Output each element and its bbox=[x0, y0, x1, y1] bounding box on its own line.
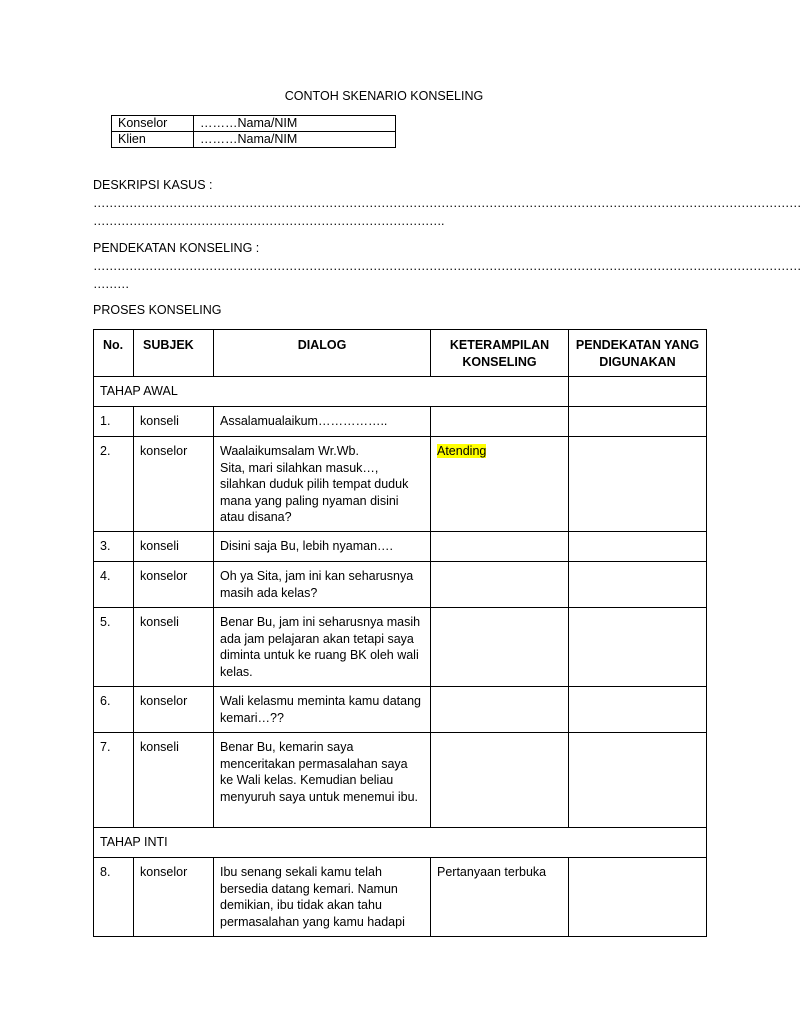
table-row bbox=[94, 608, 707, 687]
cell-pendekatan bbox=[569, 733, 707, 828]
cell-no: 3. bbox=[94, 532, 134, 562]
info-label: Konselor bbox=[112, 116, 194, 132]
column-header-subjek: SUBJEK bbox=[134, 330, 214, 377]
table-row bbox=[94, 562, 707, 608]
section-row-tahap-inti bbox=[94, 828, 707, 858]
cell-keterampilan bbox=[431, 687, 569, 733]
cell-dialog: Wali kelasmu meminta kamu datang kemari…?? bbox=[214, 687, 431, 733]
cell-no: 6. bbox=[94, 687, 134, 733]
table-row bbox=[94, 687, 707, 733]
cell-pendekatan bbox=[569, 562, 707, 608]
section-empty-cell bbox=[569, 377, 707, 407]
cell-subjek: konseli bbox=[134, 608, 214, 687]
cell-dialog: Ibu senang sekali kamu telah bersedia datang kemari. Namun demikian, ibu tidak akan tahu permasalahan yang kamu hadapi bbox=[214, 858, 431, 937]
proses-konseling-label: PROSES KONSELING bbox=[93, 303, 222, 317]
cell-keterampilan bbox=[431, 437, 569, 532]
cell-dialog: Benar Bu, kemarin saya menceritakan permasalahan saya ke Wali kelas. Kemudian beliau menyuruh saya untuk menemui ibu. bbox=[214, 733, 431, 828]
column-header-no: No. bbox=[94, 330, 134, 377]
proses-konseling-table bbox=[93, 329, 707, 937]
cell-dialog: Benar Bu, jam ini seharusnya masih ada jam pelajaran akan tetapi saya diminta untuk ke ruang BK oleh wali kelas. bbox=[214, 608, 431, 687]
table-header-row bbox=[94, 330, 707, 377]
section-title: TAHAP AWAL bbox=[94, 377, 569, 407]
document-title: CONTOH SKENARIO KONSELING bbox=[284, 89, 484, 103]
cell-pendekatan bbox=[569, 687, 707, 733]
deskripsi-dots-line: …………………………………………………………………………………………………………………………………………………………… bbox=[93, 196, 801, 210]
cell-dialog: Disini saja Bu, lebih nyaman…. bbox=[214, 532, 431, 562]
info-table bbox=[111, 115, 396, 148]
cell-subjek: konselor bbox=[134, 562, 214, 608]
cell-no: 4. bbox=[94, 562, 134, 608]
info-value: ………Nama/NIM bbox=[194, 116, 396, 132]
cell-pendekatan bbox=[569, 532, 707, 562]
info-label: Klien bbox=[112, 132, 194, 148]
highlighted-skill: Atending bbox=[437, 444, 487, 458]
cell-subjek: konselor bbox=[134, 687, 214, 733]
deskripsi-dots-line: ……………………………………………………………………………. bbox=[93, 214, 444, 228]
info-row-klien bbox=[112, 132, 396, 148]
cell-keterampilan bbox=[431, 733, 569, 828]
cell-pendekatan bbox=[569, 608, 707, 687]
cell-pendekatan bbox=[569, 437, 707, 532]
column-header-keterampilan: KETERAMPILAN KONSELING bbox=[431, 330, 569, 377]
table-row bbox=[94, 407, 707, 437]
info-value: ………Nama/NIM bbox=[194, 132, 396, 148]
cell-no: 8. bbox=[94, 858, 134, 937]
section-row-tahap-awal bbox=[94, 377, 707, 407]
cell-no: 5. bbox=[94, 608, 134, 687]
cell-dialog: Assalamualaikum…………….. bbox=[214, 407, 431, 437]
cell-pendekatan bbox=[569, 858, 707, 937]
column-header-pendekatan: PENDEKATAN YANG DIGUNAKAN bbox=[569, 330, 707, 377]
column-header-dialog: DIALOG bbox=[214, 330, 431, 377]
cell-keterampilan bbox=[431, 407, 569, 437]
table-row bbox=[94, 733, 707, 828]
cell-subjek: konselor bbox=[134, 858, 214, 937]
cell-dialog: Oh ya Sita, jam ini kan seharusnya masih ada kelas? bbox=[214, 562, 431, 608]
table-row bbox=[94, 532, 707, 562]
cell-keterampilan bbox=[431, 608, 569, 687]
info-row-konselor bbox=[112, 116, 396, 132]
pendekatan-dots-line: …………………………………………………………………………………………………………………………………………………………… bbox=[93, 259, 801, 273]
cell-subjek: konseli bbox=[134, 407, 214, 437]
cell-keterampilan: Pertanyaan terbuka bbox=[431, 858, 569, 937]
pendekatan-dots-line: ……… bbox=[93, 277, 129, 291]
cell-subjek: konselor bbox=[134, 437, 214, 532]
cell-subjek: konseli bbox=[134, 733, 214, 828]
cell-keterampilan bbox=[431, 562, 569, 608]
cell-pendekatan bbox=[569, 407, 707, 437]
deskripsi-kasus-label: DESKRIPSI KASUS : bbox=[93, 178, 213, 192]
pendekatan-konseling-label: PENDEKATAN KONSELING : bbox=[93, 241, 260, 255]
cell-dialog: Waalaikumsalam Wr.Wb. Sita, mari silahkan masuk…, silahkan duduk pilih tempat duduk mana yang paling nyaman disini atau disana? bbox=[214, 437, 431, 532]
table-row bbox=[94, 858, 707, 937]
section-title: TAHAP INTI bbox=[94, 828, 707, 858]
cell-no: 1. bbox=[94, 407, 134, 437]
cell-no: 2. bbox=[94, 437, 134, 532]
table-row bbox=[94, 437, 707, 532]
cell-no: 7. bbox=[94, 733, 134, 828]
cell-subjek: konseli bbox=[134, 532, 214, 562]
cell-keterampilan bbox=[431, 532, 569, 562]
